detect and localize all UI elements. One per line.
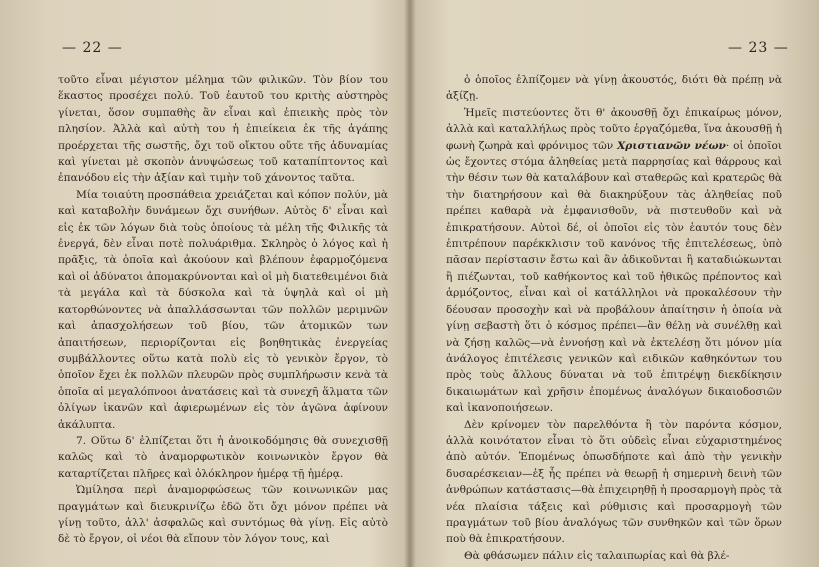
emphasis-text: Χριστιανῶν νέων: [617, 139, 726, 152]
text-run: · οἱ ὁποῖοι ὡς ἔχοντες στόμα ἀληθείας μετὰ παρρησίας καὶ θάρρους καὶ τὴν θέσιν των θὰ καταλάβουν καὶ σταθερῶς καὶ κρατερῶς θὰ τὴν διατηρήσουν καὶ θὰ διακηρύξουν τὰς ἀληθείας ποῦ πρέπει καθαρὰ νὰ ἐμφανισθοῦν, νὰ πιστευθοῦν καὶ νὰ ἐπικρατήσουν. Αὐτοὶ δέ, οἱ ὁποῖοι εἰς τὸν ἑαυτόν τους δὲν ἐπιτρέπουν παρέκκλισιν τοῦ κανόνος τῆς ἐπιτελέσεως, ὑπὸ πᾶσαν περίστασιν ἔστω καὶ ἂν ἀδικοῦνται ἢ καταδιώκωνται ἢ πιέζωνται, τοῦ καθήκοντος καὶ τοῦ ἠθικῶς πρέποντος καὶ ἁρμόζοντος, εἶναι καὶ οἱ κατάλληλοι νὰ προκαλέσουν τὴν δέουσαν προσοχὴν καὶ νὰ προβάλουν ἀπαίτησιν ἡ ὁποία νὰ γίνῃ σεβαστὴ ὅτι ὁ κόσμος πρέπει—ἂν θέλῃ νὰ συνέλθῃ καὶ νὰ ζήσῃ καλῶς—νὰ ἐννοήσῃ καὶ νὰ ἐκτελέσῃ ὅτι μόνον μία ἀνάλογος ἐπιτέλεσις γενικῶν καὶ ειδικῶν καθηκόντων του πρὸς τοὺς ἄλλους δύναται νὰ τοῦ ἐπιτρέψῃ διεκδίκησιν δικαιωμάτων καὶ χρῆσιν ἐπομένως ἀναλόγων δικαιοδοσιῶν καὶ ἱκανοποιήσεων.: [446, 139, 782, 415]
paragraph: Δὲν κρίνομεν τὸν παρελθόντα ἢ τὸν παρόντα κόσμον, ἀλλὰ κοινότατον εἶναι τὸ ὅτι οὐδεὶς εἶναι εὐχαριστημένος ἀπὸ αὐτόν. Ἐπομένως ὁπωσδήποτε καὶ ἀπὸ τὴν γενικὴν δυσαρέσκειαν—ἐξ ἧς πρέπει νὰ θεωρῇ ἡ σημερινὴ δεινὴ τῶν ἀνθρώπων κατάστασις—θὰ ἐπιχειρηθῇ ἡ προσαρμογὴ πρὸς τὰ νέα πλαίσια τάξεις καὶ ρύθμισις καὶ προσαρμογὴ τῶν πραγμάτων τοῦ βίου ἀναλόγως τῶν συνθηκῶν καὶ τῶν ὅρων ποὺ θὰ ἐπικρατήσουν.: [446, 418, 782, 546]
right-page-text: [446, 72, 782, 564]
page-number-left: — 22 —: [62, 40, 123, 56]
paragraph: Ὡμίλησα περὶ ἀναμορφώσεως τῶν κοινωνικῶν μας πραγμάτων καὶ διευκρινίζω ἐδῶ ὅτι ὄχι μόνον πρέπει νὰ γίνῃ τοῦτο, ἀλλ' ἀσφαλῶς καὶ συντόμως θὰ γίνῃ. Εἰς αὐτὸ δὲ τὸ ἔργον, οἱ νέοι θὰ εἴπουν τὸν λόγον τους, καὶ: [58, 484, 388, 546]
left-page-text: [58, 72, 388, 548]
right-page: [412, 0, 819, 567]
paragraph: τοῦτο εἶναι μέγιστον μέλημα τῶν φιλικῶν. Τὸν βίον του ἕκαστος προσέχει πολύ. Τοῦ ἑαυτοῦ του κριτὴς αὐστηρὸς γίνεται, ὅσον συμπαθὴς ἂν εἶναι καὶ ἐπιεικὴς πρὸς τὸν πλησίον. Ἀλλὰ καὶ αὐτὴ του ἡ ἐπιείκεια ἐκ τῆς ἀγάπης προέρχεται τῆς σωστῆς, ὄχι τοῦ οἴκτου οὔτε τῆς ἀδυναμίας καὶ γίνεται μὲ σκοπὸν ἀνυψώσεως τοῦ καταπίπτοντος καὶ ἐπανόδου εἰς τὴν ἀξίαν καὶ τιμὴν τοῦ χάνοντος ταῦτα.: [58, 74, 388, 185]
paragraph: Μία τοιαύτη προσπάθεια χρειάζεται καὶ κόπον πολύν, μὰ καὶ καταβολὴν δυνάμεων ὄχι συνήθων. Αὐτὸς δ' εἶναι καὶ εἰς ἐκ τῶν λόγων διὰ τοὺς ὁποίους τὰ μέλη τῆς Φιλικῆς τὰ ἐνεργά, δὲν εἶναι ποτὲ πολυάριθμα. Σκληρὸς ὁ λόγος καὶ ἡ πρᾶξις, τὰ ὁποῖα καὶ ἀκούουν καὶ βλέπουν ἐφαρμοζόμενα καὶ οἱ ἀδύνατοι ἀπομακρύνονται καὶ οἱ μὴ διατεθειμένοι διὰ τὰ μεγάλα καὶ τὰ δύσκολα καὶ τὰ ὑψηλὰ καὶ οἱ μὴ κατορθώνοντες νὰ ἀπαλλάσσωνται τῶν πολλῶν μεριμνῶν καὶ ἀπασχολήσεων τοῦ βίου, τῶν ἀτομικῶν των ἀπαιτήσεων, περιορίζονται εἰς βοηθητικὰς ἐνεργείας συμβάλλοντες οὕτω κατὰ πολὺ εἰς τὸ γενικὸν ἔργον, τὸ ὁποῖον ἔχει ἐκ πολλῶν πλευρῶν πρὸς συμπλήρωσιν κενὰ τὰ ὁποῖα αἱ μεγαλόπνοοι ἀνατάσεις καὶ τὰ συνεχῆ ἅλματα τῶν ὀλίγων ἱκανῶν καὶ ἀφιερωμένων εἰς τὸν ἀγῶνα ἀφίνουν ἀκάλυπτα.: [58, 188, 388, 431]
paragraph: [446, 105, 782, 417]
text-run: Ἡμεῖς πιστεύοντες ὅτι θ' ἀκουσθῇ ὄχι ἐπικαίρως μόνον, ἀλλὰ καὶ καταλλήλως πρὸς τοῦτο ἐργαζόμεθα, ἵνα ἀκουσθῇ ἡ φωνὴ ζωηρὰ καὶ φρόνιμος τῶν: [446, 106, 782, 152]
paragraph: 7. Οὕτω δ' ἐλπίζεται ὅτι ἡ ἀνοικοδόμησις θὰ συνεχισθῇ καλῶς καὶ τὸ ἀναμορφωτικὸν κοινωνικὸν ἔργον θὰ καταρτίζεται πλῆρες καὶ ὁλόκληρον ἡμέρᾳ τῇ ἡμέρᾳ.: [58, 434, 388, 480]
page-number-right: — 23 —: [728, 40, 789, 56]
paragraph: Θὰ φθάσωμεν πάλιν εἰς ταλαιπωρίας καὶ θὰ βλέ-: [464, 549, 730, 562]
left-page: [0, 0, 406, 567]
paragraph: ὁ ὁποῖος ἐλπίζομεν νὰ γίνῃ ἀκουστός, διότι θὰ πρέπῃ νὰ ἀξίζῃ.: [446, 74, 782, 103]
